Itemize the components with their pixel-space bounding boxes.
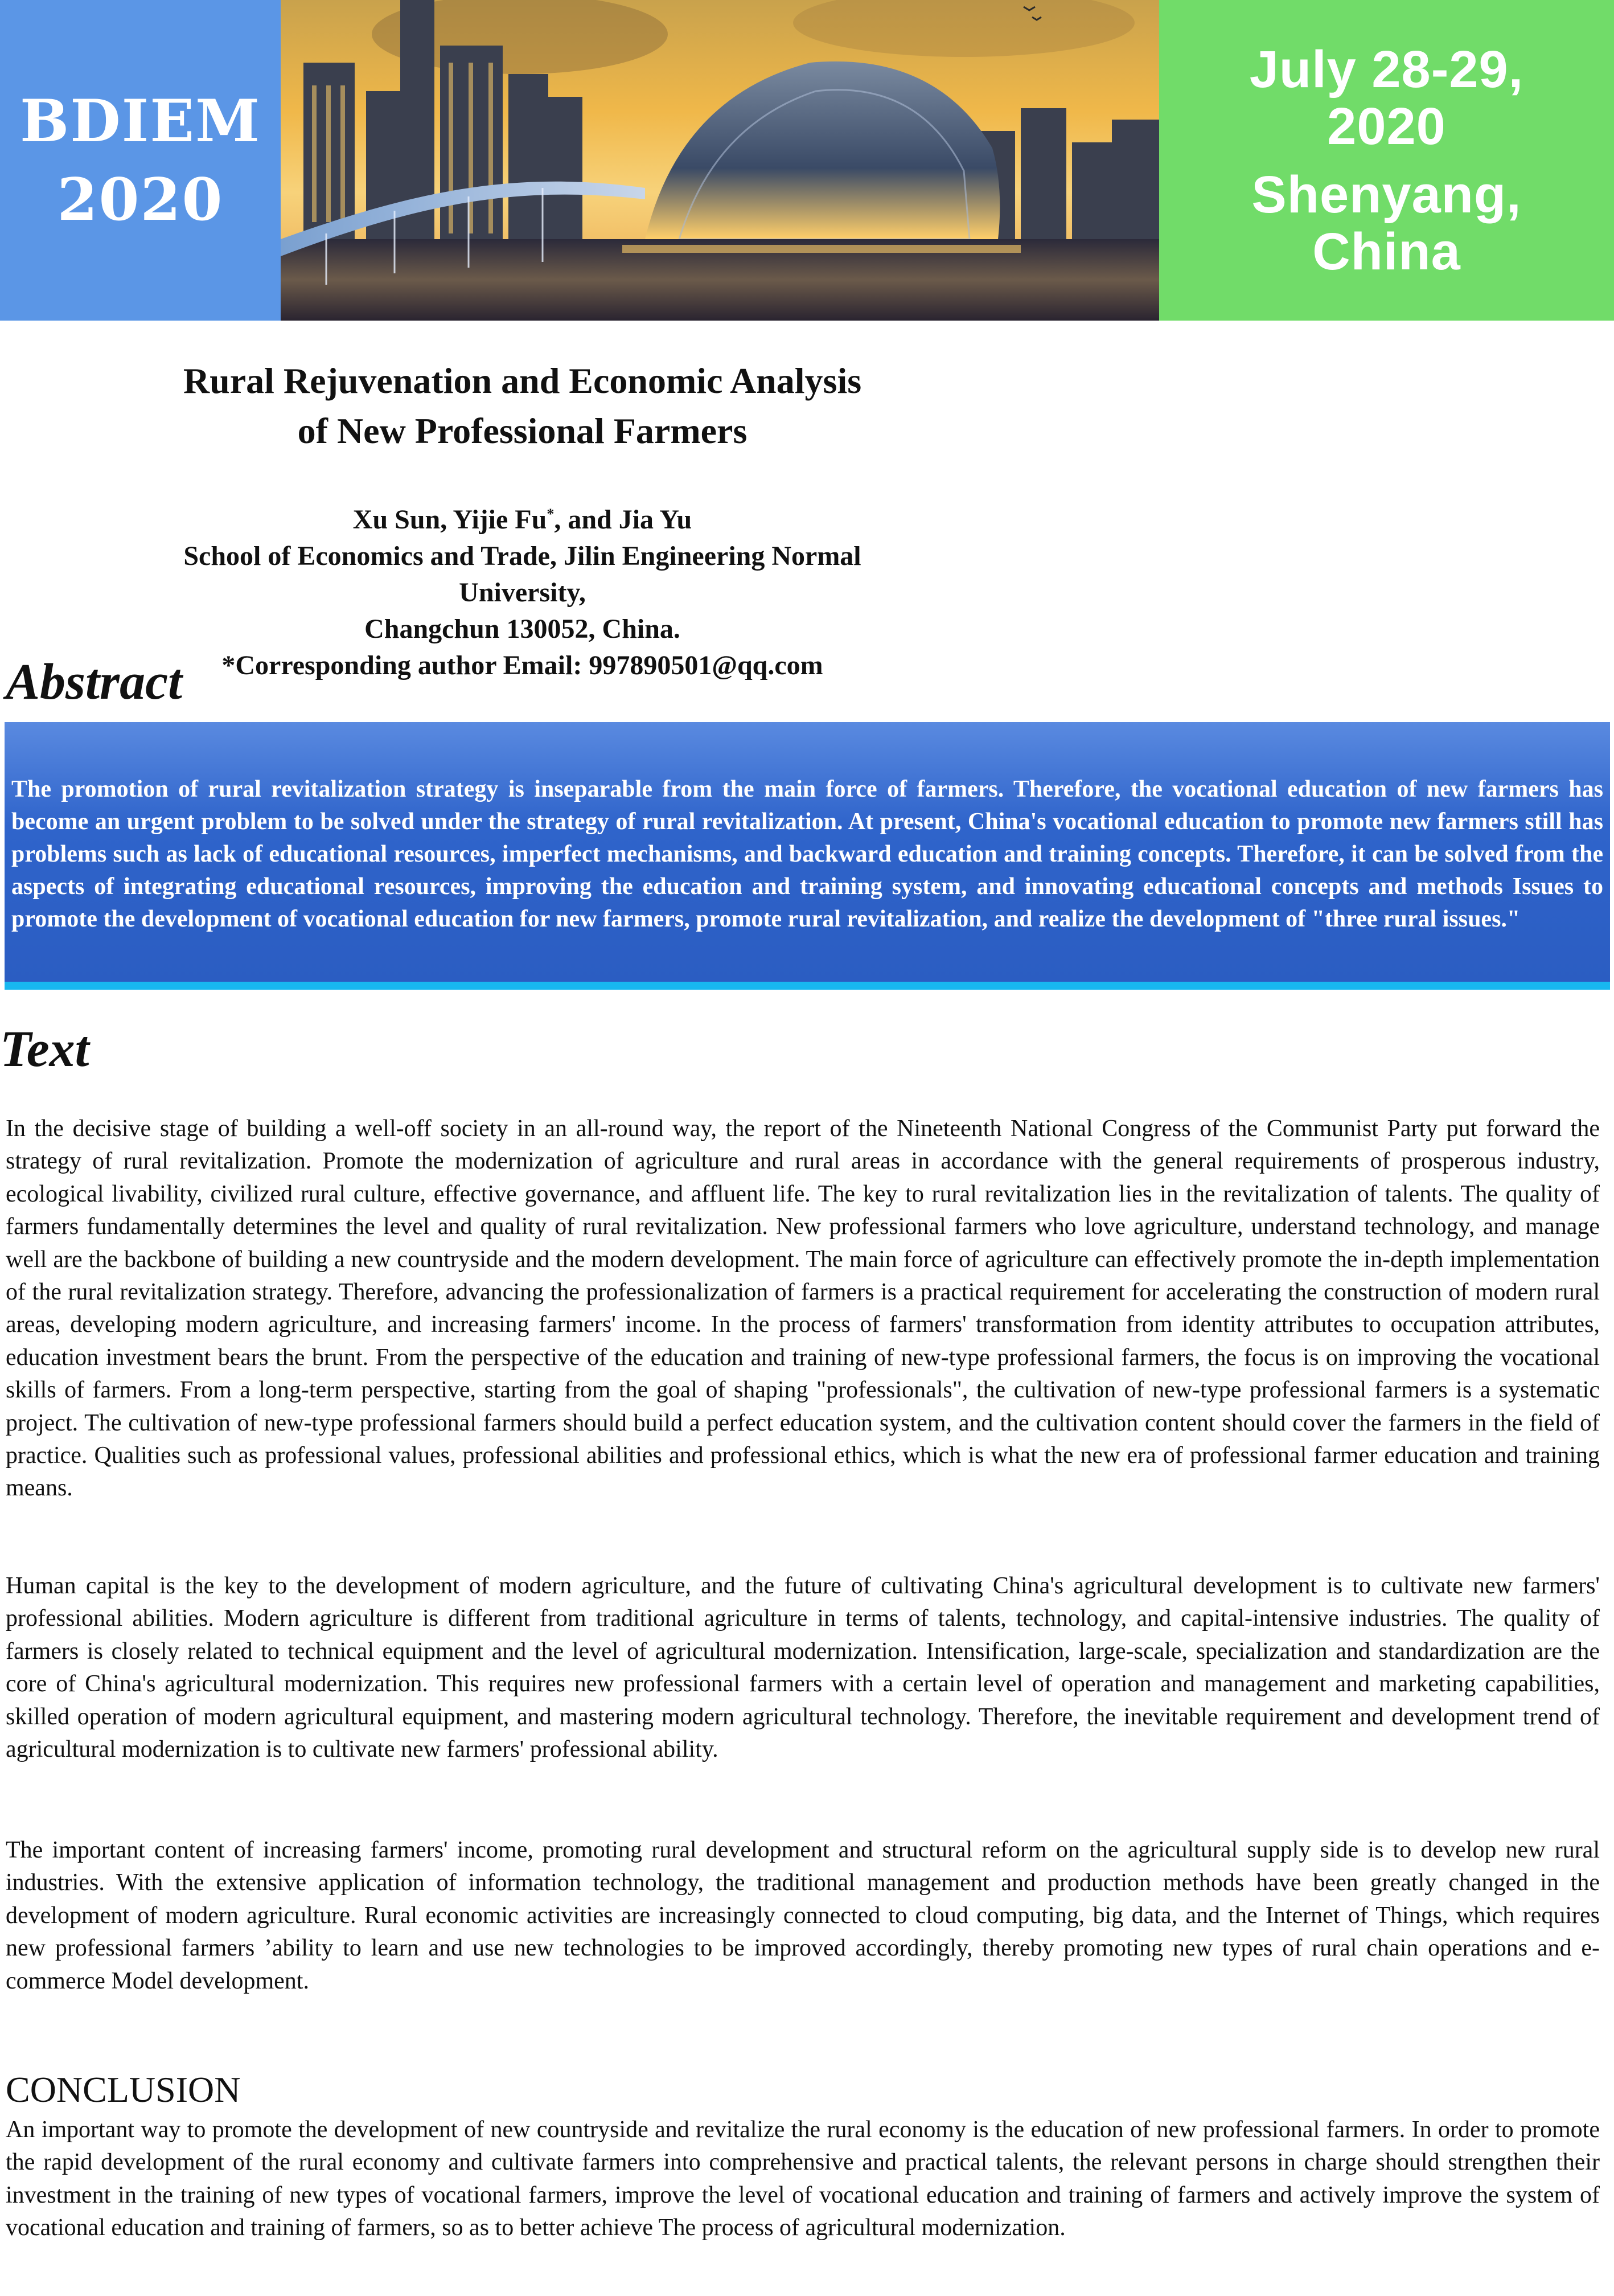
conclusion-text: An important way to promote the development of new countryside and revitalize the rural economy is the education of new professional farmers. In order to promote the rapid development of the rural economy and cultivate farmers into comprehensive and practical talents, the relevant persons in charge should strengthen their investment in the training of new types of vocational farmers, improve the level of vocational education and training of farmers and actively improve the system of vocational education and training of farmers, so as to better achieve The process of agricultural modernization. bbox=[6, 2117, 1600, 2241]
body-paragraph-3: The important content of increasing farmers' income, promoting rural development and structural reform on the agricultural supply side is to develop new rural industries. With the extensive application of information technology, the traditional management and production methods have been greatly changed in the development of modern agriculture. Rural economic activities are increasingly connected to cloud computing, big data, and the Internet of Things, which requires new professional farmers ’ability to learn and use new technologies to be improved accordingly, thereby promoting new types of rural chain operations and e-commerce Model development. bbox=[6, 1837, 1600, 1994]
abstract-text: The promotion of rural revitalization strategy is inseparable from the main force of farmers. Therefore, the vocational education of new farmers has become an urgent problem to be solved under the strategy of rural revitalization. At present, China's vocational education to promote new farmers still has problems such as lack of educational resources, imperfect mechanisms, and backward education and training concepts. Therefore, it can be solved from the aspects of integrating educational resources, improving the education and training system, and innovating educational concepts and methods Issues to promote the development of vocational education for new farmers, promote rural revitalization, and realize the development of "three rural issues." bbox=[11, 776, 1603, 932]
date-location-box bbox=[1159, 0, 1614, 321]
city-skyline-photo bbox=[281, 0, 1159, 321]
affiliation-line: School of Economics and Trade, Jilin Engineering Normal University, bbox=[183, 541, 861, 608]
conference-year: 2020 bbox=[57, 165, 224, 234]
location-line-2: China bbox=[1312, 222, 1461, 281]
author-names-rest: , and Jia Yu bbox=[554, 505, 692, 535]
conference-acronym: BDIEM bbox=[19, 87, 261, 155]
paper-title: Rural Rejuvenation and Economic Analysis of New Professional Farmers bbox=[183, 360, 862, 451]
conference-name-box bbox=[0, 0, 281, 321]
paper-title-block bbox=[171, 356, 874, 684]
date-line-1: July 28-29, bbox=[1249, 40, 1524, 99]
location-line-1: Shenyang, bbox=[1251, 165, 1522, 224]
body-paragraph-2: Human capital is the key to the development of modern agriculture, and the future of cultivating China's agricultural development is to cultivate new farmers' professional abilities. Modern agriculture is different from traditional agriculture in terms of talents, technology, and capital-intensive industries. The quality of farmers is closely related to technical equipment and the level of agricultural modernization. Intensification, large-scale, specialization and standardization are the core of China's agricultural modernization. This requires new professional farmers with a certain level of operation and management and marketing capabilities, skilled operation of modern agricultural equipment, and mastering modern agricultural technology. Therefore, the inevitable requirement and development trend of agricultural modernization is to cultivate new farmers' professional ability. bbox=[6, 1573, 1600, 1763]
abstract-box bbox=[5, 722, 1610, 990]
body-paragraph-1: In the decisive stage of building a well-off society in an all-round way, the report of the Nineteenth National Congress of the Communist Party put forward the strategy of rural revitalization. Promote the modernization of agriculture and rural areas in accordance with the general requirements of prosperous industry, ecological livability, civilized rural culture, effective governance, and affluent life. The key to rural revitalization lies in the revitalization of talents. The quality of farmers fundamentally determines the level and quality of rural revitalization. New professional farmers who love agriculture, understand technology, and manage well are the backbone of building a new countryside and the modern development. The main force of agriculture can effectively promote the in-depth implementation of the rural revitalization strategy. Therefore, advancing the professionalization of farmers is a practical requirement for accelerating the construction of modern rural areas, developing modern agriculture, and increasing farmers' income. In the process of farmers' transformation from identity attributes to occupation attributes, education investment bears the brunt. From the perspective of the education and training of new-type professional farmers, the focus is on improving the vocational skills of farmers. From a long-term perspective, starting from the goal of shaping "professionals", the cultivation of new-type professional farmers is a systematic project. The cultivation of new-type professional farmers should build a perfect education system, and the cultivation content should cover the farmers in the field of practice. Qualities such as professional values, professional abilities and professional ethics, which is what the new era of professional farmer education and training means. bbox=[6, 1116, 1600, 1502]
abstract-heading: Abstract bbox=[6, 654, 183, 710]
date-line-2: 2020 bbox=[1327, 97, 1446, 155]
corresponding-author-mark: * bbox=[547, 506, 555, 522]
author-names: Xu Sun, Yijie Fu bbox=[352, 505, 547, 535]
corresponding-email: *Corresponding author Email: 997890501@qq.com bbox=[221, 650, 823, 680]
affiliation-city: Changchun 130052, China. bbox=[364, 614, 680, 644]
text-heading: Text bbox=[0, 1021, 89, 1077]
conclusion-heading: CONCLUSION bbox=[6, 2069, 241, 2110]
author-list bbox=[171, 496, 874, 538]
conference-banner bbox=[0, 0, 1614, 321]
